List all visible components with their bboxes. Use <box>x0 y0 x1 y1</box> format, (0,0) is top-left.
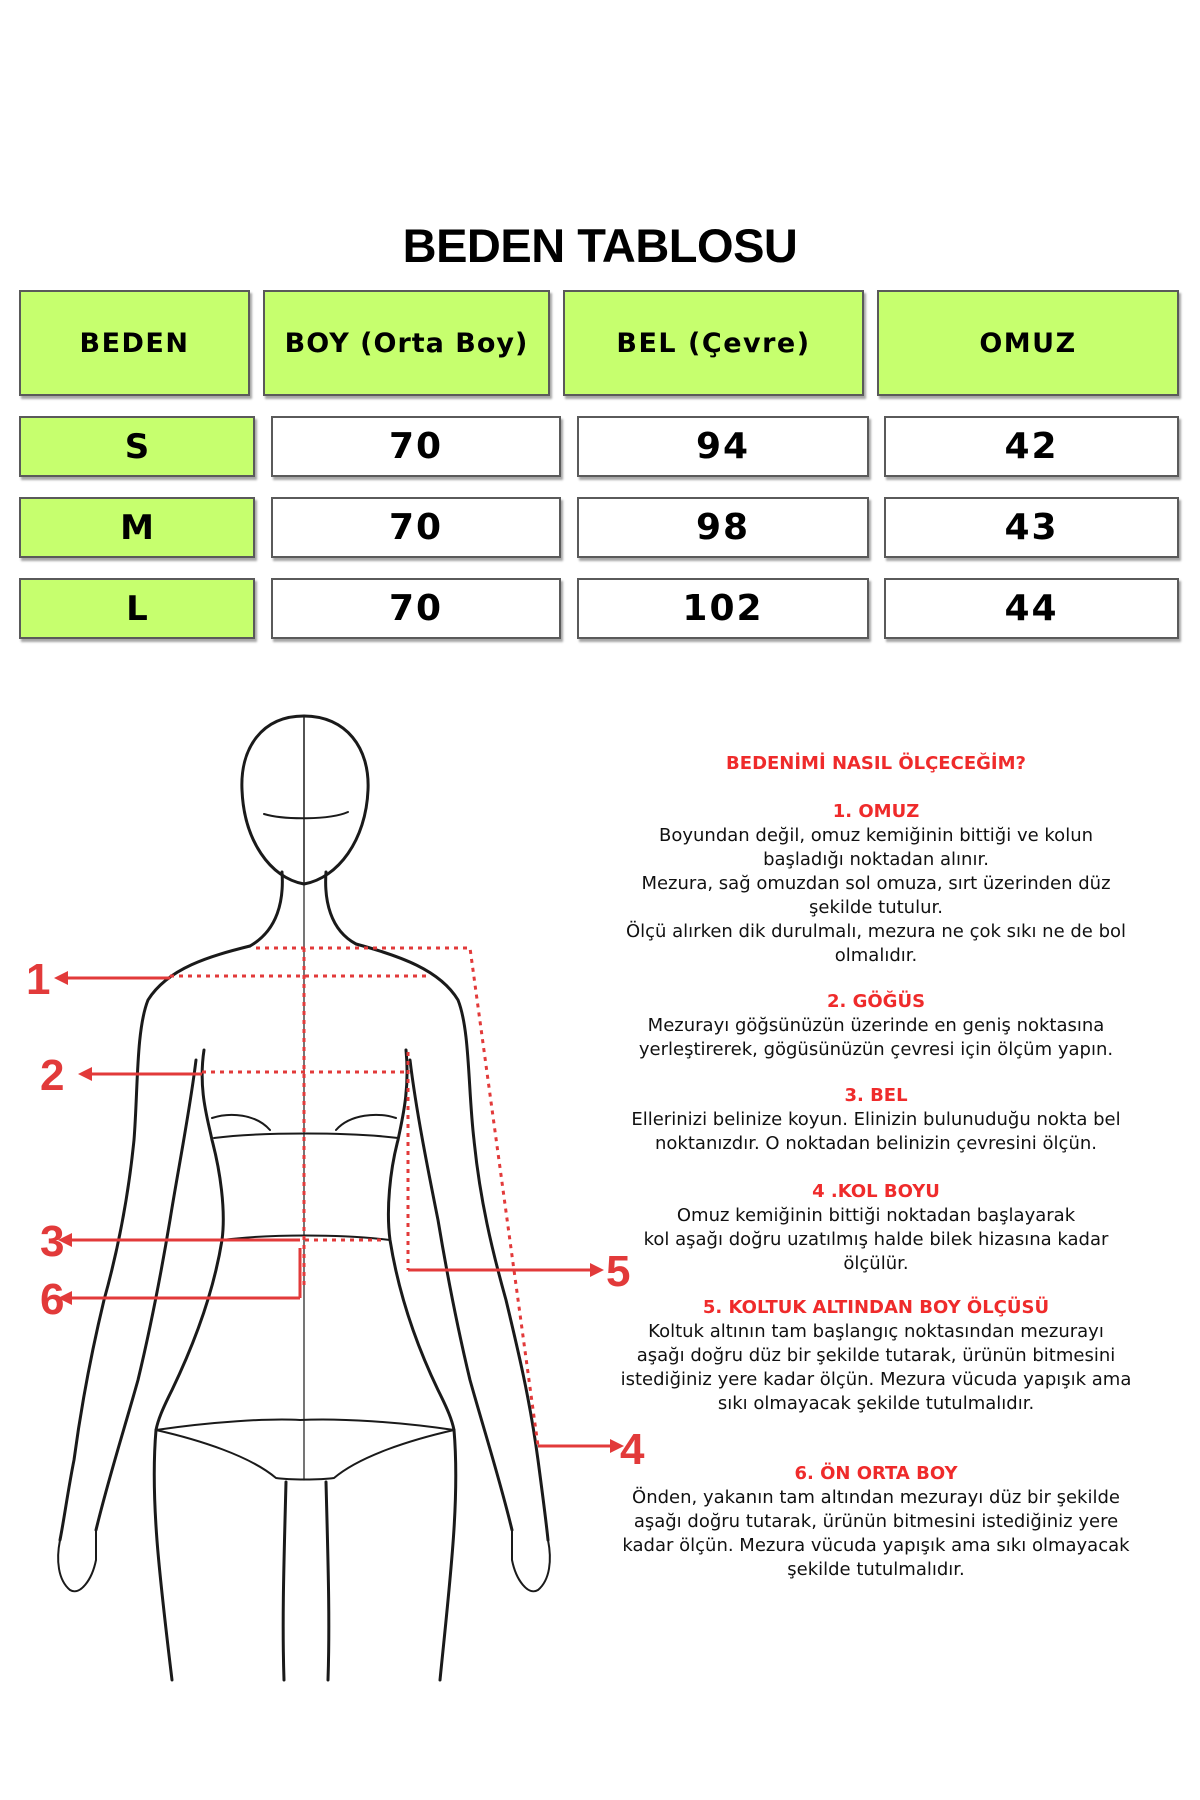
marker-5: 5 <box>606 1247 631 1296</box>
section-line: şekilde tutulur. <box>809 897 943 918</box>
omuz-cell-l: 44 <box>884 578 1179 639</box>
boy-cell-s: 70 <box>271 416 561 477</box>
page-title: BEDEN TABLOSU <box>402 219 798 272</box>
section-line: Mezura, sağ omuzdan sol omuza, sırt üzerinden düz <box>641 873 1111 894</box>
boy-cell-l: 70 <box>271 578 561 639</box>
section-line: Ölçü alırken dik durulmalı, mezura ne çok sıkı ne de bol <box>625 921 1127 942</box>
section-line: Ellerinizi belinize koyun. Elinizin bulunuduğu nokta bel <box>631 1109 1121 1130</box>
section-line: yerleştirerek, gögüsünüzün çevresi için ölçüm yapın. <box>638 1039 1114 1060</box>
section-title: 2. GÖĞÜS <box>826 991 926 1012</box>
size-cell-l: L <box>19 578 255 639</box>
section-line: aşağı doğru düz bir şekilde tutarak, ürünün bitmesini <box>636 1345 1116 1366</box>
section-line: sıkı olmayacak şekilde tutulmalıdır. <box>717 1393 1035 1414</box>
guide-section-omuz <box>606 800 1146 968</box>
omuz-cell-s: 42 <box>884 416 1179 477</box>
header-boy: BOY (Orta Boy) <box>263 290 550 396</box>
omuz-cell-m: 43 <box>884 497 1179 558</box>
section-line: ölçülür. <box>843 1253 909 1274</box>
header-bel: BEL (Çevre) <box>563 290 864 396</box>
guide-heading: BEDENİMİ NASIL ÖLÇECEĞİM? <box>726 753 1026 774</box>
section-line: Koltuk altının tam başlangıç noktasından mezurayı <box>648 1321 1104 1342</box>
section-title: 4 .KOL BOYU <box>812 1181 940 1202</box>
guide-section-gogus <box>606 990 1146 1062</box>
marker-3: 3 <box>40 1217 65 1266</box>
header-omuz: OMUZ <box>877 290 1179 396</box>
boy-cell-m: 70 <box>271 497 561 558</box>
guide-section-bel <box>606 1084 1146 1156</box>
section-line: Boyundan değil, omuz kemiğinin bittiği ve kolun <box>658 825 1094 846</box>
section-title: 6. ÖN ORTA BOY <box>794 1463 958 1484</box>
section-title: 1. OMUZ <box>832 801 920 822</box>
section-line: Mezurayı göğsünüzün üzerinde en geniş noktasına <box>647 1015 1105 1036</box>
section-title: 5. KOLTUK ALTINDAN BOY ÖLÇÜSÜ <box>702 1297 1050 1318</box>
section-title: 3. BEL <box>844 1085 908 1106</box>
marker-6: 6 <box>40 1275 65 1324</box>
marker-1: 1 <box>26 955 51 1004</box>
section-line: noktanızdır. O noktadan belinizin çevresini ölçün. <box>655 1133 1097 1154</box>
section-line: Omuz kemiğinin bittiği noktadan başlayarak <box>676 1205 1076 1226</box>
marker-4: 4 <box>620 1425 645 1474</box>
bel-cell-l: 102 <box>577 578 869 639</box>
body-outline <box>58 716 550 1680</box>
section-line: başladığı noktadan alınır. <box>763 849 989 870</box>
section-line: istediğiniz yere kadar ölçün. Mezura vücuda yapışık ama <box>620 1369 1132 1390</box>
guide-section-kol-boyu <box>606 1180 1146 1276</box>
guide-section-koltuk-alti <box>606 1296 1146 1416</box>
section-line: şekilde tutulmalıdır. <box>787 1559 965 1580</box>
bel-cell-s: 94 <box>577 416 869 477</box>
guide-section-on-orta-boy <box>606 1462 1146 1582</box>
size-cell-m: M <box>19 497 255 558</box>
size-cell-s: S <box>19 416 255 477</box>
section-line: kadar ölçün. Mezura vücuda yapışık ama sıkı olmayacak <box>622 1535 1130 1556</box>
section-line: olmalıdır. <box>834 945 918 966</box>
section-line: kol aşağı doğru uzatılmış halde bilek hizasına kadar <box>643 1229 1109 1250</box>
section-line: aşağı doğru tutarak, ürünün bitmesini istediğiniz yere <box>633 1511 1119 1532</box>
marker-2: 2 <box>40 1051 65 1100</box>
body-measurement-figure <box>0 700 645 1680</box>
section-line: Önden, yakanın tam altından mezurayı düz bir şekilde <box>632 1487 1120 1508</box>
header-beden: BEDEN <box>19 290 250 396</box>
measurement-guide <box>606 752 1146 776</box>
bel-cell-m: 98 <box>577 497 869 558</box>
